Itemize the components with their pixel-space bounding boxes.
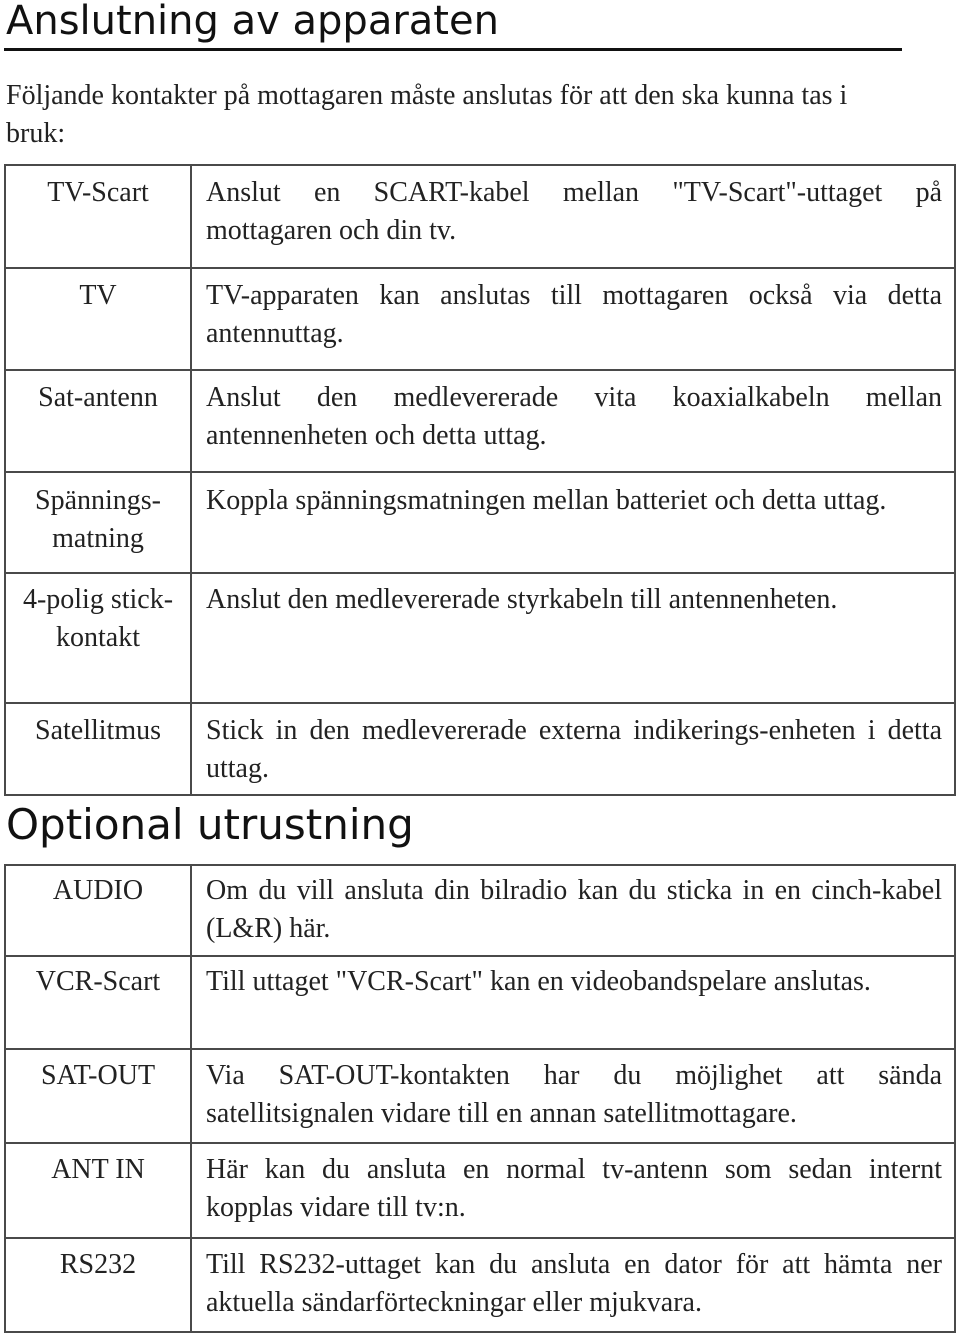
table-row	[5, 1143, 955, 1238]
optional-label: RS232	[5, 1238, 191, 1332]
table-row	[5, 956, 955, 1049]
optional-label: AUDIO	[5, 865, 191, 956]
title-underline	[4, 48, 902, 51]
connector-description: Koppla spänningsmatningen mellan batteriet och detta uttag.	[191, 472, 955, 573]
table-row	[5, 703, 955, 795]
optional-description: Till uttaget "VCR-Scart" kan en videobandspelare anslutas.	[191, 956, 955, 1049]
connector-label: 4-polig stick-kontakt	[5, 573, 191, 703]
table-row	[5, 865, 955, 956]
intro-text: Följande kontakter på mottagaren måste anslutas för att den ska kunna tas i bruk:	[6, 80, 848, 149]
table-row	[5, 472, 955, 573]
table-row	[5, 1049, 955, 1143]
optional-section-title: Optional utrustning	[6, 800, 414, 849]
connector-description: Stick in den medlevererade externa indikerings-enheten i detta uttag.	[191, 703, 955, 795]
optional-table	[4, 864, 956, 1333]
table-row	[5, 165, 955, 268]
connectors-table	[4, 164, 956, 796]
connector-label: Sat-antenn	[5, 370, 191, 472]
optional-description: Via SAT-OUT-kontakten har du möjlighet att sända satellitsignalen vidare till en annan satellitmottagare.	[191, 1049, 955, 1143]
page-title: Anslutning av apparaten	[6, 0, 499, 44]
connector-label: Spännings-matning	[5, 472, 191, 573]
optional-description: Till RS232-uttaget kan du ansluta en dator för att hämta ner aktuella sändarförteckningar eller mjukvara.	[191, 1238, 955, 1332]
optional-description: Här kan du ansluta en normal tv-antenn som sedan internt kopplas vidare till tv:n.	[191, 1143, 955, 1238]
connector-description: Anslut den medlevererade styrkabeln till antennenheten.	[191, 573, 955, 703]
connector-label: Satellitmus	[5, 703, 191, 795]
table-row	[5, 573, 955, 703]
connector-description: Anslut en SCART-kabel mellan "TV-Scart"-uttaget på mottagaren och din tv.	[191, 165, 955, 268]
optional-description: Om du vill ansluta din bilradio kan du sticka in en cinch-kabel (L&R) här.	[191, 865, 955, 956]
table-row	[5, 1238, 955, 1332]
optional-label: ANT IN	[5, 1143, 191, 1238]
table-row	[5, 370, 955, 472]
connector-label: TV-Scart	[5, 165, 191, 268]
table-row	[5, 268, 955, 370]
connector-description: TV-apparaten kan anslutas till mottagaren också via detta antennuttag.	[191, 268, 955, 370]
optional-label: VCR-Scart	[5, 956, 191, 1049]
connector-label: TV	[5, 268, 191, 370]
connector-description: Anslut den medlevererade vita koaxialkabeln mellan antennenheten och detta uttag.	[191, 370, 955, 472]
optional-label: SAT-OUT	[5, 1049, 191, 1143]
